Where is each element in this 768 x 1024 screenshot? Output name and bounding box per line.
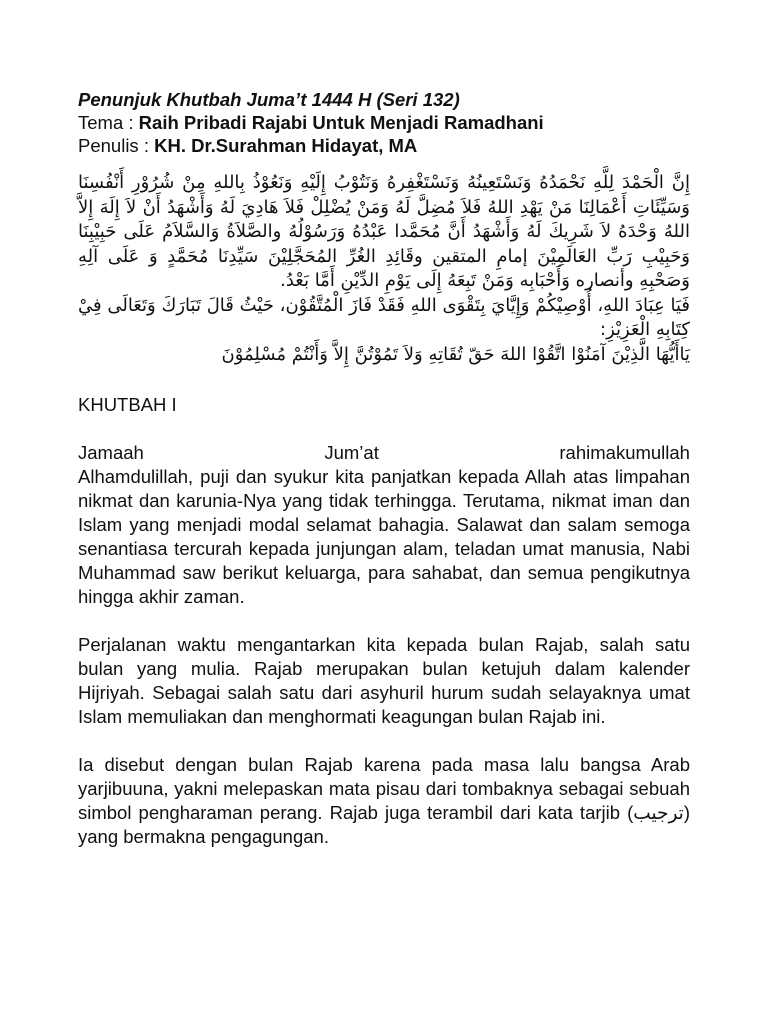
- khutbah-heading: KHUTBAH I: [78, 394, 177, 415]
- author-value: KH. Dr.Surahman Hidayat, MA: [154, 135, 418, 156]
- arabic-ayat-text: يَاأَيُّهَا الَّذِيْنَ آمَنُوْا اتَّقُوْا اللهَ حَقّ تُقَاتِهِ وَلاَ تَمُوْتُنَّ إِلاَّ وَأَنْتُمْ مُسْلِمُوْنَ: [221, 343, 690, 365]
- series-title: Penunjuk Khutbah Juma’t 1444 H (Seri 132): [78, 89, 460, 110]
- arabic-wasiat-text: فَيَا عِبَادَ اللهِ، أُوْصِيْكُمْ وَإِيَّايَ بِتَقْوَى اللهِ فَقَدْ فَازَ الْمُتَّقُوْن، حَيْثُ قَالَ تَبَارَكَ وَتَعَالَى فِيْ كِتَابِهِ الْعَزِيْزِ:: [78, 294, 690, 340]
- salutation-line: [78, 441, 690, 465]
- salutation-word-3: rahimakumullah: [559, 442, 690, 463]
- document-header: [78, 88, 690, 157]
- theme-label: Tema :: [78, 112, 139, 133]
- paragraph-1: Alhamdulillah, puji dan syukur kita panjatkan kepada Allah atas limpahan nikmat dan karunia-Nya yang tidak terhingga. Terutama, nikmat iman dan Islam yang menjadi modal selamat bahagia. Salawat dan salam semoga senantiasa tercurah kepada junjungan alam, teladan umat manusia, Nabi Muhammad saw berikut keluarga, para sahabat, dan semua pengikutnya hingga akhir zaman.: [78, 466, 690, 607]
- author-line: [78, 134, 690, 157]
- arabic-opening-block: [78, 171, 690, 367]
- salutation-word-1: Jamaah: [78, 442, 144, 463]
- theme-value: Raih Pribadi Rajabi Untuk Menjadi Ramadhani: [138, 112, 544, 133]
- theme-line: [78, 111, 690, 134]
- author-label: Penulis :: [78, 135, 155, 156]
- paragraph-3: Ia disebut dengan bulan Rajab karena pada masa lalu bangsa Arab yarjibuuna, yakni melepaskan mata pisau dari tombaknya sebagai sebuah simbol pengharaman perang. Rajab juga terambil dari kata tarjib (ترجيب) yang bermakna pengagungan.: [78, 754, 690, 847]
- salutation-word-2: Jum’at: [324, 442, 379, 463]
- paragraph-2: Perjalanan waktu mengantarkan kita kepada bulan Rajab, salah satu bulan yang mulia. Rajab merupakan bulan ketujuh dalam kalender Hijriyah. Sebagai salah satu dari asyhuril hurum sudah selayaknya umat Islam memuliakan dan menghormati keagungan bulan Rajab ini.: [78, 634, 690, 727]
- arabic-opening-text: إِنَّ الْحَمْدَ لِلَّهِ نَحْمَدُهُ وَنَسْتَعِينُهُ وَنَسْتَغْفِرهُ وَنَتُوْبُ إِلَيْهِ وَنَعُوْذُ بِاللهِ مِنْ شُرُوْرِ أَنْفُسِنَا وَسَيِّئَاتِ أَعْمَالِنَا مَنْ يَهْدِ اللهُ فَلاَ مُضِلَّ لَهُ وَمَنْ يُضْلِلْ فَلاَ هَادِيَ لَهُ وَأَشْهَدُ أَنْ لاَ إِلَهَ إِلاَّ اللهُ وَحْدَهُ لاَ شَرِيكَ لَهُ وَأَشْهَدُ أَنَّ مُحَمَّدا عَبْدُهُ وَرَسُوْلُهُ والصَّلاَةُ وَالسَّلاَمُ عَلَى حَبِيْبِنَا وَحَبِيْبِ رَبِّ العَالَمِيْنَ إمامِ المتقين وقَائِدِ الغُرِّ المُحَجَّلِيْنَ سَيِّدِنَا مُحَمَّدٍ وَ عَلَى آلِهِ وَصَحْبِهِ وأنصاره وَأَحْبَابِه وَمَنْ تَبِعَهُ إِلَى يَوْمِ الدِّيْنِ أَمَّا بَعْدُ.: [78, 172, 690, 291]
